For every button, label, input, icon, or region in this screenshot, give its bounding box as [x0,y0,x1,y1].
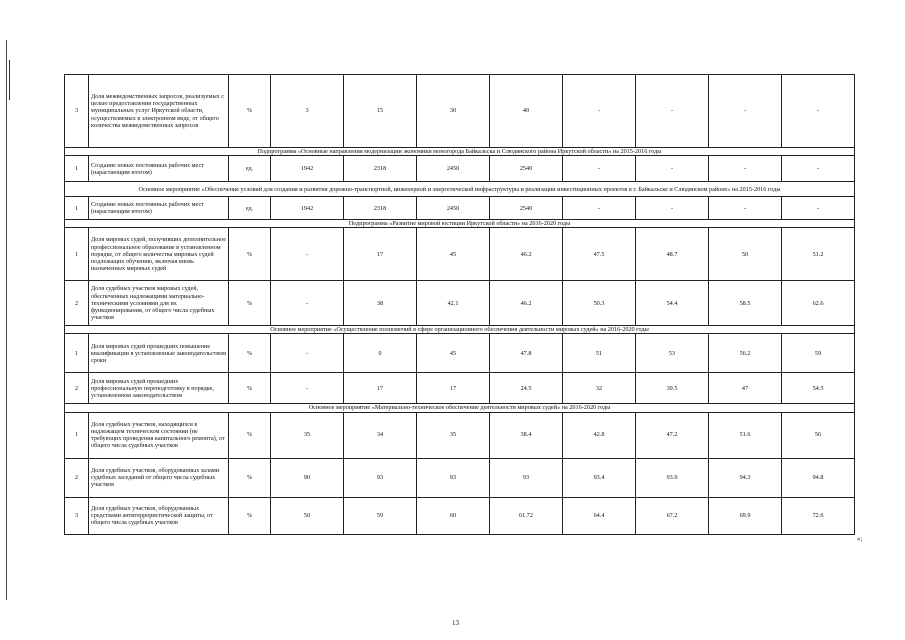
indicator-name: Создание новых постоянных рабочих мест (нарастающим итогом) [89,197,229,220]
value-cell: 54.4 [636,281,709,326]
indicator-name: Создание новых постоянных рабочих мест (нарастающим итогом) [89,156,229,182]
value-cell: 46.2 [490,228,563,281]
section-title: Подпрограмма «Развитие мировой юстиции Иркутской области» на 2016-2020 годы [65,220,855,228]
value-cell: 17 [344,228,417,281]
value-cell: 35 [271,412,344,458]
value-cell: 46.2 [490,281,563,326]
value-cell: - [782,197,855,220]
value-cell: 94.3 [709,458,782,497]
unit-cell: % [229,281,271,326]
value-cell: 50.3 [563,281,636,326]
unit-cell: % [229,75,271,148]
value-cell: 58.5 [709,281,782,326]
value-cell: - [782,156,855,182]
value-cell: 93.4 [563,458,636,497]
value-cell: 47 [709,373,782,404]
unit-cell: ед. [229,156,271,182]
indicator-name: Доля судебных участков, оборудованных залами судебных заседаний от общего числа судебных участков [89,458,229,497]
indicators-table [64,74,855,535]
value-cell: 90 [271,458,344,497]
unit-cell: % [229,373,271,404]
section-header-row [65,404,855,412]
value-cell: - [563,156,636,182]
value-cell: - [271,334,344,373]
value-cell: 45 [417,228,490,281]
value-cell: - [636,156,709,182]
value-cell: 17 [344,373,417,404]
value-cell: 47.2 [636,412,709,458]
value-cell: 1942 [271,156,344,182]
value-cell: 2318 [344,197,417,220]
indicator-name: Доля судебных участков мировых судей, обеспеченных надлежащими материально-техническими условиями для их функционирования, от общего числа судебных участков [89,281,229,326]
value-cell: 35 [417,412,490,458]
value-cell: - [709,197,782,220]
section-header-row [65,148,855,156]
value-cell: 93 [344,458,417,497]
value-cell: 15 [344,75,417,148]
indicator-name: Доля межведомственных запросов, реализуемых с целью предоставления государственных муниципальных услуг Иркутской области, осуществляемых в электронном виде, от общего количества межведомственных запросов [89,75,229,148]
unit-cell: % [229,412,271,458]
binding-edge-line [6,40,7,600]
value-cell: 56.2 [709,334,782,373]
value-cell: - [636,75,709,148]
unit-cell: % [229,228,271,281]
value-cell: 93 [490,458,563,497]
row-number: 1 [65,156,89,182]
value-cell: 51.6 [709,412,782,458]
table-row [65,75,855,148]
value-cell: 30 [417,75,490,148]
value-cell: 3 [271,75,344,148]
section-title: Подпрограмма «Основные направления модернизации экономики моногорода Байкальска и Слюдянского района Иркутской области» на 2015-2016 годы [65,148,855,156]
value-cell: 38.4 [490,412,563,458]
value-cell: 2450 [417,197,490,220]
value-cell: - [563,197,636,220]
table-row [65,228,855,281]
value-cell: 47.5 [563,228,636,281]
value-cell: 67.2 [636,497,709,534]
value-cell: 42.8 [563,412,636,458]
value-cell: 2318 [344,156,417,182]
value-cell: 51 [563,334,636,373]
unit-cell: % [229,497,271,534]
row-number: 3 [65,75,89,148]
value-cell: 60 [417,497,490,534]
value-cell: - [709,75,782,148]
indicator-name: Доля судебных участков, оборудованных средствами антитеррористической защиты, от общего числа судебных участков [89,497,229,534]
value-cell: 69.9 [709,497,782,534]
value-cell: - [636,197,709,220]
table-row [65,197,855,220]
section-title: Основное мероприятие «Материально-техническое обеспечение деятельности мировых судей» на 2016-2020 годы [65,404,855,412]
value-cell: 17 [417,373,490,404]
section-title: Основное мероприятие «Обеспечение условий для создания и развития дорожно-транспортной, инженерной и энергетической инфраструктуры и реализации инвестиционных проектов в г. Байкальске и Слюдянском районе» на 2015-2016 годы [65,182,855,197]
unit-cell: % [229,334,271,373]
row-number: 2 [65,281,89,326]
value-cell: 47.8 [490,334,563,373]
table-row [65,334,855,373]
row-number: 2 [65,458,89,497]
value-cell: 39.5 [636,373,709,404]
table-row [65,373,855,404]
value-cell: 93 [417,458,490,497]
row-number: 1 [65,334,89,373]
value-cell: 48.7 [636,228,709,281]
section-header-row [65,220,855,228]
row-number: 3 [65,497,89,534]
value-cell: 62.6 [782,281,855,326]
value-cell: 42.1 [417,281,490,326]
value-cell: 94.8 [782,458,855,497]
value-cell: 0 [344,334,417,373]
row-number: 2 [65,373,89,404]
binding-edge-mark [9,60,10,100]
table-row [65,412,855,458]
value-cell: - [709,156,782,182]
row-number: 1 [65,412,89,458]
value-cell: 54.5 [782,373,855,404]
value-cell: 2540 [490,197,563,220]
value-cell: 72.6 [782,497,855,534]
row-number: 1 [65,197,89,220]
value-cell: 50 [709,228,782,281]
value-cell: 59 [344,497,417,534]
value-cell: - [271,281,344,326]
section-header-row [65,326,855,334]
indicator-name: Доля мировых судей прошедших повышение квалификации в установленные законодательством сроки [89,334,229,373]
indicator-name: Доля мировых судей прошедших профессиональную переподготовку в порядке, установленном законодательством [89,373,229,404]
indicator-name: Доля судебных участков, находящихся в надлежащем техническом состоянии (не требующих проведения капитального ремонта), от общего числа судебных участков [89,412,229,458]
value-cell: - [563,75,636,148]
value-cell: 45 [417,334,490,373]
value-cell: - [271,373,344,404]
value-cell: 56 [782,412,855,458]
value-cell: 38 [344,281,417,326]
value-cell: 24.5 [490,373,563,404]
value-cell: 40 [490,75,563,148]
value-cell: 1942 [271,197,344,220]
unit-cell: % [229,458,271,497]
section-header-row [65,182,855,197]
value-cell: 51.2 [782,228,855,281]
value-cell: 50 [271,497,344,534]
section-title: Основное мероприятие «Осуществление полномочий в сфере организационного обеспечения деятельности мировых судей» на 2016-2020 годы [65,326,855,334]
value-cell: - [271,228,344,281]
page-number: 13 [452,619,459,627]
row-number: 1 [65,228,89,281]
value-cell: 32 [563,373,636,404]
value-cell: 93.9 [636,458,709,497]
value-cell: 34 [344,412,417,458]
value-cell: 2540 [490,156,563,182]
value-cell: - [782,75,855,148]
value-cell: 59 [782,334,855,373]
table-row [65,281,855,326]
table-row [65,156,855,182]
table-row [65,497,855,534]
value-cell: 53 [636,334,709,373]
value-cell: 61.72 [490,497,563,534]
value-cell: 64.4 [563,497,636,534]
table-row [65,458,855,497]
margin-mark: »; [857,535,863,543]
value-cell: 2450 [417,156,490,182]
indicator-name: Доля мировых судей, получивших дополнительное профессиональное образование в установленном порядке, от общего количества мировых судей подлежащих обучению, включая вновь назначенных мировых судей [89,228,229,281]
unit-cell: ед. [229,197,271,220]
